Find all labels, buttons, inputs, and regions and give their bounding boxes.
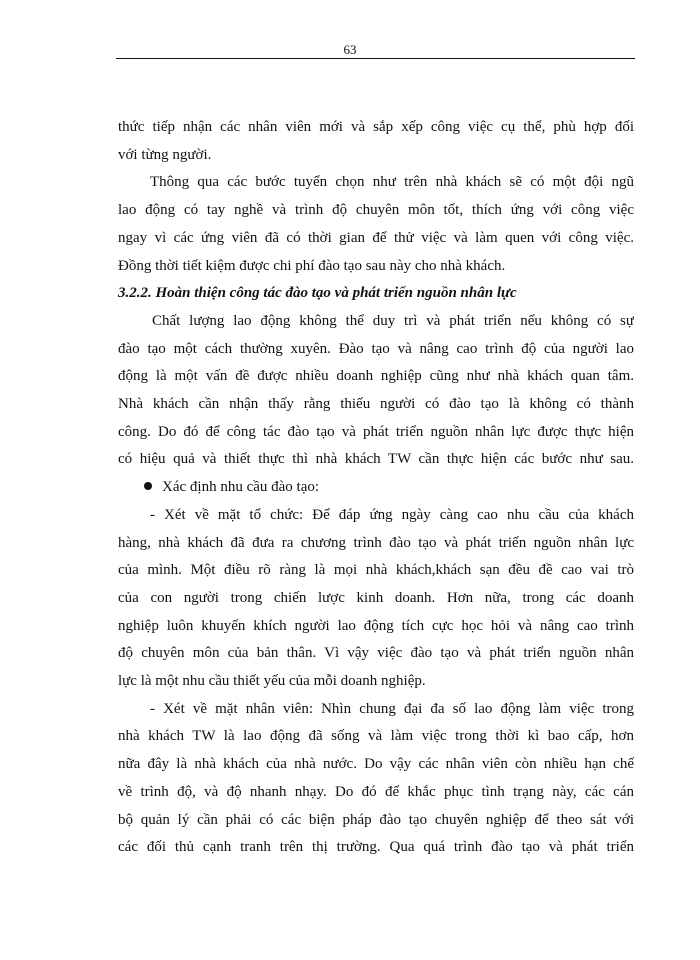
text-line: ngay vì các ứng viên đã có thời gian để thử việc và làm quen với công việc.	[118, 229, 634, 246]
text-line: lao động có tay nghề và trình độ chuyên môn tốt, thích ứng với công việc	[118, 202, 634, 219]
text-line: nữa đây là nhà khách của nhà nước. Do vậy các nhân viên còn nhiều hạn chế	[118, 756, 634, 773]
bullet-text: Xác định nhu cầu đào tạo:	[162, 479, 320, 496]
text-line: các đối thủ cạnh tranh trên thị trường. Qua quá trình đào tạo và phát triển	[118, 839, 634, 856]
text-line: của con người trong chiến lược kinh doanh. Hơn nữa, trong các doanh	[118, 589, 634, 606]
text-line: Nhà khách cần nhận thấy rằng thiếu người có đào tạo là không có thành	[118, 396, 634, 413]
text-line: thức tiếp nhận các nhân viên mới và sắp xếp công việc cụ thể, phù hợp đối	[118, 119, 634, 135]
text-line: Đồng thời tiết kiệm được chi phí đào tạo sau này cho nhà khách.	[118, 257, 506, 274]
text-line: công. Do đó để công tác đào tạo và phát triển nguồn nhân lực được thực hiện	[118, 423, 634, 440]
section-heading: 3.2.2. Hoàn thiện công tác đào tạo và phát triển nguồn nhân lực	[118, 285, 517, 302]
header-rule	[116, 58, 635, 59]
text-line: về trình độ, và độ nhanh nhạy. Do đó để khắc phục tình trạng này, các cán	[118, 783, 634, 800]
body-text	[118, 114, 634, 862]
text-line: - Xét về mặt tổ chức: Để đáp ứng ngày càng cao nhu cầu của khách	[150, 506, 634, 523]
text-line: đào tạo một cách thường xuyên. Đào tạo và nâng cao trình độ của người lao	[118, 340, 634, 357]
text-line: hàng, nhà khách đã đưa ra chương trình đào tạo và phát triển nguồn nhân lực	[118, 534, 634, 551]
text-line: độ chuyên môn của bản thân. Vì vậy việc đào tạo và phát triển nguồn nhân	[118, 645, 634, 662]
text-line: Chất lượng lao động không thể duy trì và phát triển nếu không có sự	[152, 312, 634, 329]
text-line: nhà khách TW là lao động đã sống và làm việc trong thời kì bao cấp, hơn	[118, 728, 634, 745]
text-line: có hiệu quả và thiết thực thì nhà khách TW cần thực hiện các bước như sau.	[118, 451, 634, 468]
bullet-dot-icon	[144, 482, 152, 490]
page-number: 63	[343, 42, 357, 57]
text-line: động là một vấn đề được nhiều doanh nghiệp cũng như nhà khách quan tâm.	[118, 368, 634, 385]
bullet-item	[118, 474, 634, 502]
text-line: bộ quản lý cần phải có các biện pháp đào tạo chuyên nghiệp để theo sát với	[118, 811, 634, 828]
text-line: của mình. Một điều rõ ràng là mọi nhà khách,khách sạn đều đề cao vai trò	[118, 562, 634, 579]
text-line: lực là một nhu cầu thiết yếu của mỗi doanh nghiệp.	[118, 673, 426, 690]
text-line: Thông qua các bước tuyển chọn như trên nhà khách sẽ có một đội ngũ	[150, 174, 634, 191]
text-line: - Xét về mặt nhân viên: Nhìn chung đại đa số lao động làm việc trong	[150, 700, 634, 717]
text-line: nghiệp luôn khuyến khích người lao động tích cực học hỏi và nâng cao trình	[118, 617, 634, 634]
text-line: với từng người.	[118, 146, 212, 163]
